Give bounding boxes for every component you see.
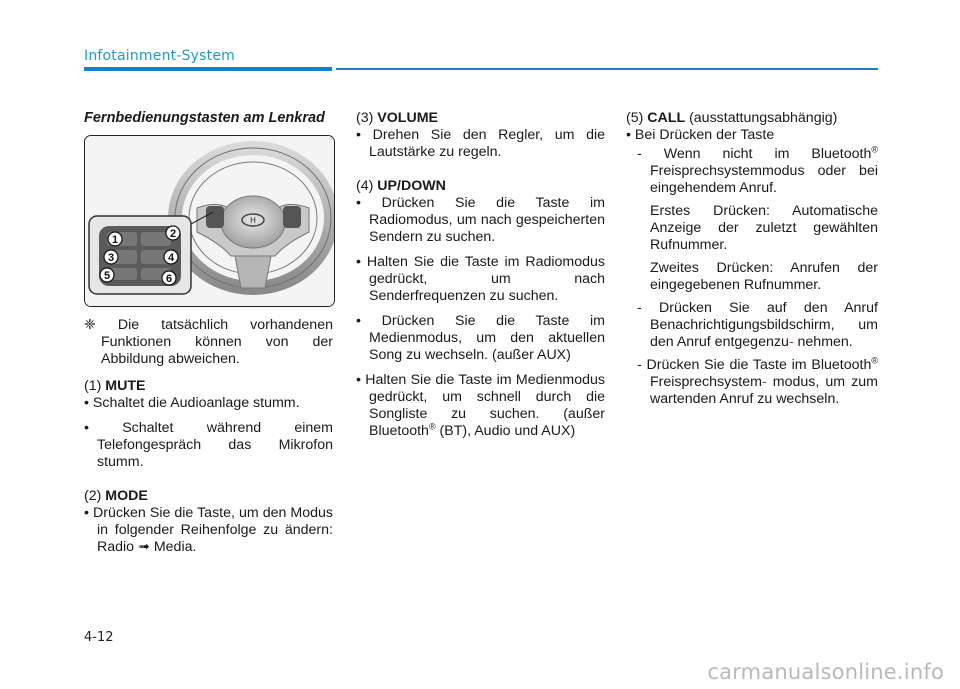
column-3 xyxy=(626,110,878,414)
column-1 xyxy=(84,110,333,564)
mute-bullet-2: • Schaltet während einem Telefongespräch das Mikrofon stumm. xyxy=(84,420,333,470)
volume-title: VOLUME xyxy=(377,110,438,126)
figure-label-3: 3 xyxy=(107,252,115,264)
figure-note xyxy=(84,317,333,368)
header-rule-light xyxy=(336,68,878,70)
mode-bullet-1: • Drücken Sie die Taste, um den Modus in folgender Reihenfolge zu ändern: Radio ➟ Media. xyxy=(84,505,333,555)
call-dash-1-tail: Freisprechsystemmodus oder bei eingehendem Anruf. xyxy=(650,163,878,196)
call-dash-2-text: - Drücken Sie auf den Anruf Benachrichtigungsbildschirm, um den Anruf entgegenzu xyxy=(637,300,878,350)
figure-label-4: 4 xyxy=(167,252,175,264)
call-dash-3-tail: modus, um zum wartenden Anruf zu wechseln. xyxy=(650,374,878,407)
mode-heading xyxy=(84,488,333,505)
registered-mark: ® xyxy=(871,144,878,155)
mode-title: MODE xyxy=(105,488,148,504)
note-symbol: ❈ xyxy=(84,317,96,333)
mute-number: (1) xyxy=(84,378,102,394)
mode-number: (2) xyxy=(84,488,102,504)
mute-bullet-1: • Schaltet die Audioanlage stumm. xyxy=(84,395,300,411)
call-dash-3-mid: Freisprechsystem xyxy=(650,374,762,390)
figure-label-6: 6 xyxy=(165,273,173,285)
registered-mark: ® xyxy=(428,421,436,432)
page-number: 4-12 xyxy=(84,630,114,645)
call-dash-3 xyxy=(626,357,878,408)
updown-bullet-4 xyxy=(356,372,605,440)
figure-label-2: 2 xyxy=(169,228,177,240)
call-sub-2: Zweites Drücken: Anrufen der eingegebenen Rufnummer. xyxy=(650,260,878,293)
column-2 xyxy=(356,110,605,448)
updown-heading xyxy=(356,178,605,195)
call-dash-1 xyxy=(626,146,878,197)
watermark: carmanualsonline.info xyxy=(707,660,944,684)
call-bullet-1: • Bei Drücken der Taste xyxy=(626,127,775,143)
mute-heading xyxy=(84,378,333,395)
figure-label-1: 1 xyxy=(111,234,119,246)
call-sub-1: Erstes Drücken: Automatische Anzeige der zuletzt gewählten Rufnummer. xyxy=(650,203,878,253)
call-dash-3-text: - Drücken Sie die Taste im Bluetooth xyxy=(637,357,872,373)
hyphen-mark: - xyxy=(788,334,794,350)
call-dash-2-tail: nehmen. xyxy=(797,334,853,350)
svg-text:H: H xyxy=(249,216,257,225)
section-title: Fernbedienungstasten am Lenkrad xyxy=(84,110,325,126)
updown-bullet-3: • Drücken Sie die Taste im Medienmodus, um den aktuellen Song zu wechseln. (außer AUX) xyxy=(356,313,605,363)
call-number: (5) xyxy=(626,110,644,126)
updown-bullet-1: • Drücken Sie die Taste im Radiomodus, um nach gespeicherten Sendern zu suchen. xyxy=(356,195,605,245)
registered-mark: ® xyxy=(871,355,878,366)
volume-number: (3) xyxy=(356,110,374,126)
hyphen-mark: - xyxy=(761,374,767,390)
steering-wheel-figure xyxy=(84,135,335,307)
updown-title: UP/DOWN xyxy=(377,178,446,194)
updown-bullet-2: • Halten Sie die Taste im Radiomodus gedrückt, um nach Senderfrequenzen zu suchen. xyxy=(356,254,605,304)
steering-wheel-remote-controls-icon xyxy=(85,136,334,306)
call-dash-1-text: - Wenn nicht im Bluetooth xyxy=(637,146,872,162)
call-title: CALL xyxy=(647,110,686,126)
mute-title: MUTE xyxy=(105,378,146,394)
note-text: Die tatsächlich vorhandenen Funktionen können von der Abbildung abweichen. xyxy=(101,317,333,367)
figure-label-5: 5 xyxy=(103,270,111,282)
volume-heading xyxy=(356,110,605,127)
updown-number: (4) xyxy=(356,178,374,194)
call-dash-2 xyxy=(626,300,878,351)
header-rule-dark xyxy=(84,67,332,71)
updown-bullet-4-text: • Halten Sie die Taste im Medienmodus gedrückt, um schnell durch die Songliste zu suchen. (außer Bluetooth xyxy=(356,372,605,439)
section-header: Infotainment-System xyxy=(84,48,235,64)
call-suffix: (ausstattungsabhängig) xyxy=(685,110,838,126)
call-heading xyxy=(626,110,878,127)
updown-bullet-4-tail: (BT), Audio und AUX) xyxy=(435,423,576,439)
volume-bullet-1: • Drehen Sie den Regler, um die Lautstärke zu regeln. xyxy=(356,127,605,160)
